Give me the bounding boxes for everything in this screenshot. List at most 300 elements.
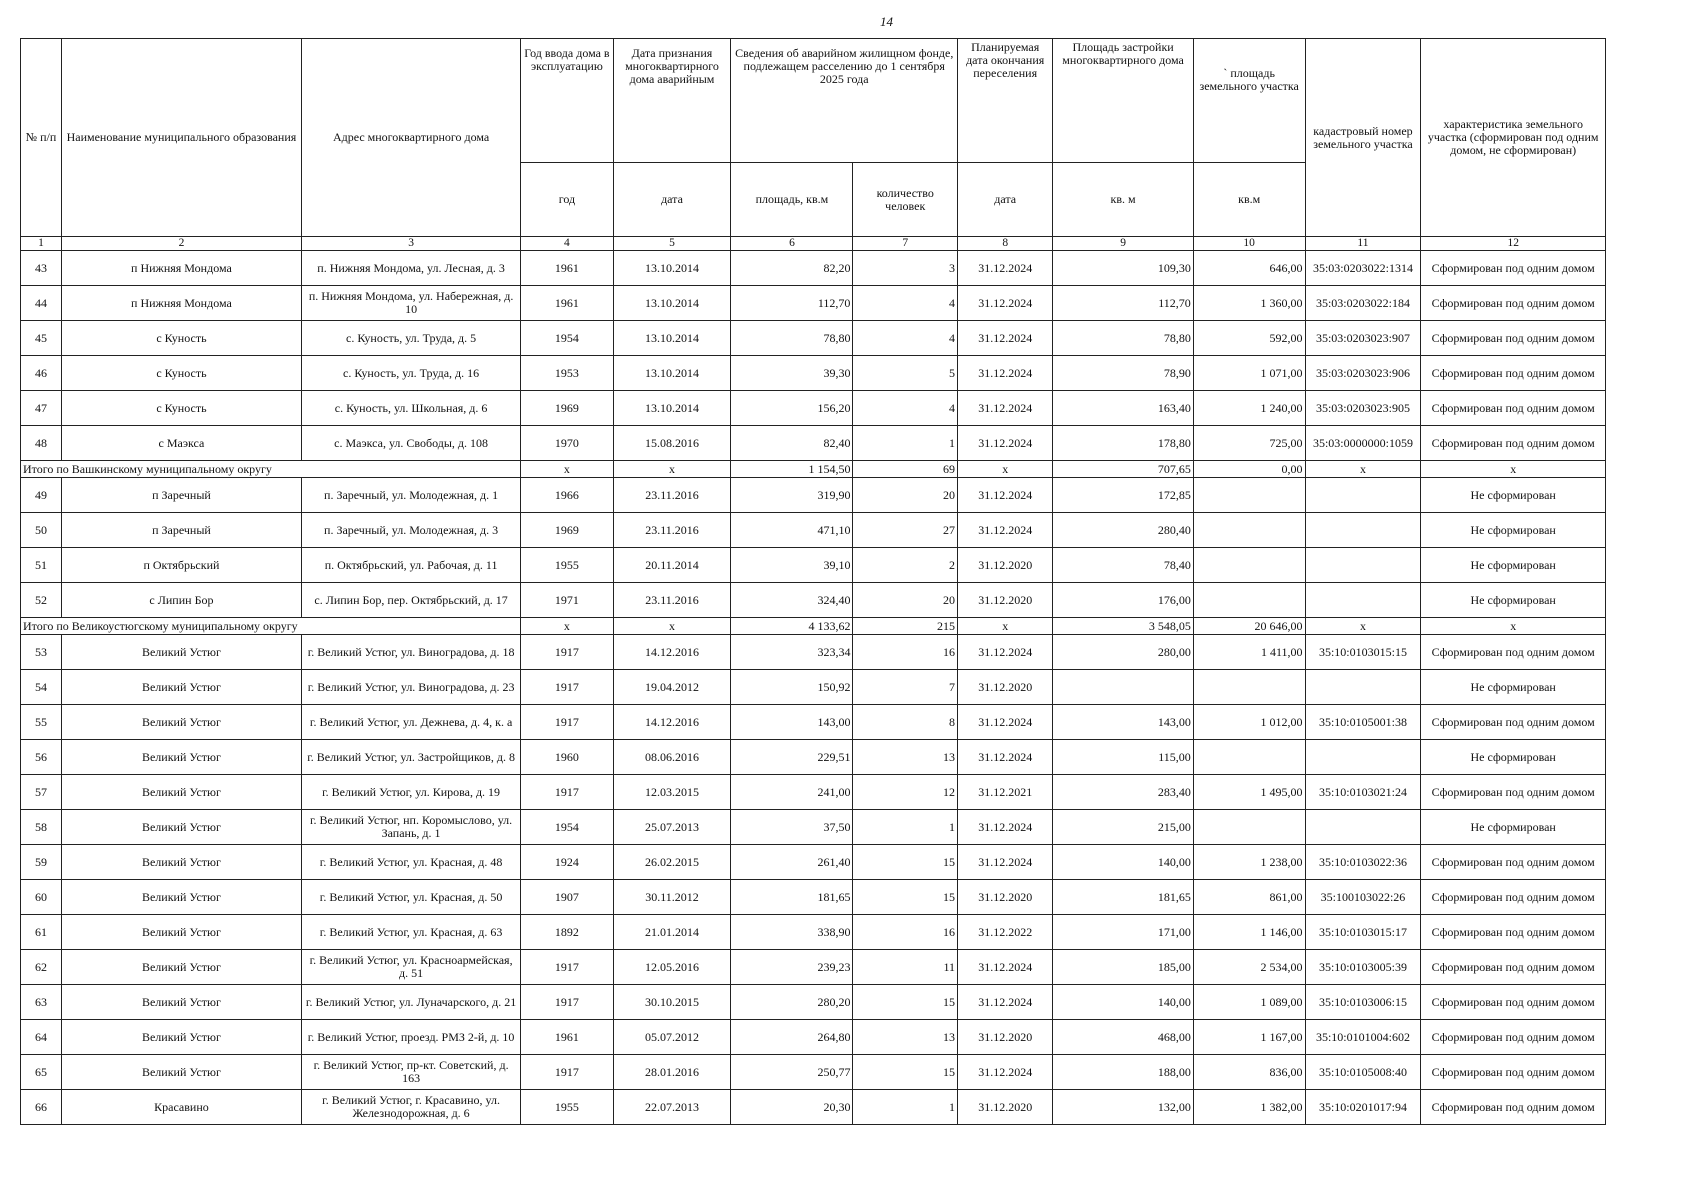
cell-municipality: п Нижняя Мондома: [62, 251, 302, 286]
cell-municipality: с Куность: [62, 391, 302, 426]
cell-year-built: 1917: [521, 635, 613, 670]
cell-land-area: 1 012,00: [1193, 705, 1305, 740]
cell-planned-date: 31.12.2020: [958, 1090, 1053, 1125]
cell-municipality: п Заречный: [62, 513, 302, 548]
cell-cadastral-number: 35:10:0103005:39: [1305, 950, 1421, 985]
cell-people-count: 13: [853, 740, 958, 775]
cell-land-area: [1193, 810, 1305, 845]
table-row: [21, 810, 1606, 845]
cell-area: 229,51: [731, 740, 853, 775]
cell-land-status: Сформирован под одним домом: [1421, 321, 1606, 356]
cell-address: г. Великий Устюг, ул. Кирова, д. 19: [301, 775, 520, 810]
cell-people-count: 7: [853, 670, 958, 705]
cell-address: г. Великий Устюг, ул. Застройщиков, д. 8: [301, 740, 520, 775]
cell-building-area: 140,00: [1053, 845, 1193, 880]
cell-address: п. Заречный, ул. Молодежная, д. 1: [301, 478, 520, 513]
cell-area: 39,30: [731, 356, 853, 391]
total-status: x: [1421, 461, 1606, 478]
column-number: 7: [853, 237, 958, 251]
cell-planned-date: 31.12.2024: [958, 286, 1053, 321]
cell-cadastral-number: [1305, 810, 1421, 845]
cell-row-number: 60: [21, 880, 62, 915]
cell-area: 338,90: [731, 915, 853, 950]
cell-emergency-date: 12.03.2015: [613, 775, 731, 810]
cell-building-area: 163,40: [1053, 391, 1193, 426]
cell-building-area: 78,40: [1053, 548, 1193, 583]
cell-planned-date: 31.12.2024: [958, 845, 1053, 880]
cell-land-status: Не сформирован: [1421, 513, 1606, 548]
table-row: [21, 1020, 1606, 1055]
cell-land-area: 2 534,00: [1193, 950, 1305, 985]
cell-year-built: 1917: [521, 705, 613, 740]
emergency-housing-table: [20, 38, 1606, 1125]
cell-planned-date: 31.12.2022: [958, 915, 1053, 950]
cell-area: 239,23: [731, 950, 853, 985]
cell-people-count: 1: [853, 426, 958, 461]
cell-cadastral-number: 35:10:0103022:36: [1305, 845, 1421, 880]
cell-address: г. Великий Устюг, ул. Красноармейская, д. 51: [301, 950, 520, 985]
cell-land-status: Сформирован под одним домом: [1421, 950, 1606, 985]
vashkinsky-total: [21, 461, 1606, 478]
cell-row-number: 54: [21, 670, 62, 705]
header-year-top: Год ввода дома в эксплуатацию: [521, 39, 613, 163]
cell-land-area: 725,00: [1193, 426, 1305, 461]
cell-row-number: 48: [21, 426, 62, 461]
cell-area: 37,50: [731, 810, 853, 845]
velikoustyugsky-rows-b: [21, 635, 1606, 1125]
cell-land-area: 836,00: [1193, 1055, 1305, 1090]
cell-land-area: 1 089,00: [1193, 985, 1305, 1020]
cell-people-count: 4: [853, 286, 958, 321]
cell-planned-date: 31.12.2024: [958, 251, 1053, 286]
cell-building-area: 188,00: [1053, 1055, 1193, 1090]
cell-land-status: Сформирован под одним домом: [1421, 356, 1606, 391]
header-row-top: [21, 39, 1606, 163]
velikoustyugsky-rows-a: [21, 478, 1606, 618]
cell-municipality: Великий Устюг: [62, 1020, 302, 1055]
cell-area: 20,30: [731, 1090, 853, 1125]
cell-year-built: 1917: [521, 670, 613, 705]
cell-emergency-date: 23.11.2016: [613, 513, 731, 548]
cell-planned-date: 31.12.2024: [958, 513, 1053, 548]
cell-area: 82,40: [731, 426, 853, 461]
cell-people-count: 2: [853, 548, 958, 583]
cell-emergency-date: 30.10.2015: [613, 985, 731, 1020]
cell-emergency-date: 30.11.2012: [613, 880, 731, 915]
cell-people-count: 16: [853, 915, 958, 950]
cell-year-built: 1969: [521, 513, 613, 548]
cell-land-status: Не сформирован: [1421, 670, 1606, 705]
cell-planned-date: 31.12.2024: [958, 705, 1053, 740]
cell-building-area: 468,00: [1053, 1020, 1193, 1055]
cell-land-area: 1 240,00: [1193, 391, 1305, 426]
header-build-area-sub: кв. м: [1053, 163, 1193, 237]
cell-cadastral-number: 35:03:0203022:1314: [1305, 251, 1421, 286]
cell-emergency-date: 23.11.2016: [613, 478, 731, 513]
total-year: x: [521, 461, 613, 478]
table-row: [21, 513, 1606, 548]
cell-year-built: 1971: [521, 583, 613, 618]
cell-cadastral-number: 35:10:0105001:38: [1305, 705, 1421, 740]
cell-row-number: 64: [21, 1020, 62, 1055]
cell-year-built: 1924: [521, 845, 613, 880]
table-row: [21, 321, 1606, 356]
table-row: [21, 478, 1606, 513]
cell-emergency-date: 14.12.2016: [613, 705, 731, 740]
cell-planned-date: 31.12.2021: [958, 775, 1053, 810]
column-number: 6: [731, 237, 853, 251]
cell-planned-date: 31.12.2024: [958, 810, 1053, 845]
cell-people-count: 5: [853, 356, 958, 391]
cell-cadastral-number: 35:03:0203023:906: [1305, 356, 1421, 391]
cell-municipality: Великий Устюг: [62, 915, 302, 950]
cell-area: 280,20: [731, 985, 853, 1020]
cell-address: п. Заречный, ул. Молодежная, д. 3: [301, 513, 520, 548]
cell-building-area: 172,85: [1053, 478, 1193, 513]
cell-row-number: 65: [21, 1055, 62, 1090]
cell-row-number: 58: [21, 810, 62, 845]
cell-building-area: 185,00: [1053, 950, 1193, 985]
cell-emergency-date: 13.10.2014: [613, 391, 731, 426]
cell-land-status: Не сформирован: [1421, 810, 1606, 845]
cell-area: 324,40: [731, 583, 853, 618]
cell-building-area: 78,90: [1053, 356, 1193, 391]
cell-area: 181,65: [731, 880, 853, 915]
cell-people-count: 3: [853, 251, 958, 286]
table-row: [21, 356, 1606, 391]
cell-land-area: 1 238,00: [1193, 845, 1305, 880]
cell-cadastral-number: [1305, 670, 1421, 705]
header-plan-date-sub: дата: [958, 163, 1053, 237]
column-number: 9: [1053, 237, 1193, 251]
cell-address: г. Великий Устюг, ул. Виноградова, д. 23: [301, 670, 520, 705]
cell-land-status: Не сформирован: [1421, 548, 1606, 583]
total-date: x: [613, 618, 731, 635]
cell-cadastral-number: [1305, 548, 1421, 583]
cell-municipality: Великий Устюг: [62, 985, 302, 1020]
cell-land-area: 1 071,00: [1193, 356, 1305, 391]
cell-year-built: 1953: [521, 356, 613, 391]
cell-emergency-date: 23.11.2016: [613, 583, 731, 618]
cell-building-area: 143,00: [1053, 705, 1193, 740]
header-year-sub: год: [521, 163, 613, 237]
cell-people-count: 11: [853, 950, 958, 985]
table-row: [21, 391, 1606, 426]
cell-address: г. Великий Устюг, г. Красавино, ул. Железнодорожная, д. 6: [301, 1090, 520, 1125]
total-build-area: 707,65: [1053, 461, 1193, 478]
cell-land-area: 1 495,00: [1193, 775, 1305, 810]
cell-people-count: 27: [853, 513, 958, 548]
cell-area: 323,34: [731, 635, 853, 670]
cell-people-count: 8: [853, 705, 958, 740]
cell-municipality: с Липин Бор: [62, 583, 302, 618]
cell-people-count: 16: [853, 635, 958, 670]
cell-area: 82,20: [731, 251, 853, 286]
cell-year-built: 1907: [521, 880, 613, 915]
cell-people-count: 20: [853, 478, 958, 513]
table-row: [21, 548, 1606, 583]
total-label: Итого по Великоустюгскому муниципальному округу: [21, 618, 521, 635]
cell-emergency-date: 20.11.2014: [613, 548, 731, 583]
cell-cadastral-number: 35:10:0101004:602: [1305, 1020, 1421, 1055]
cell-municipality: п Нижняя Мондома: [62, 286, 302, 321]
cell-emergency-date: 26.02.2015: [613, 845, 731, 880]
header-area-sub: площадь, кв.м: [731, 163, 853, 237]
cell-building-area: 78,80: [1053, 321, 1193, 356]
cell-cadastral-number: 35:03:0203022:184: [1305, 286, 1421, 321]
cell-year-built: 1966: [521, 478, 613, 513]
cell-cadastral-number: [1305, 478, 1421, 513]
cell-land-status: Сформирован под одним домом: [1421, 985, 1606, 1020]
cell-area: 241,00: [731, 775, 853, 810]
cell-year-built: 1955: [521, 1090, 613, 1125]
cell-municipality: Великий Устюг: [62, 810, 302, 845]
cell-address: с. Маэкса, ул. Свободы, д. 108: [301, 426, 520, 461]
cell-planned-date: 31.12.2024: [958, 950, 1053, 985]
header-date-sub: дата: [613, 163, 731, 237]
cell-address: с. Куность, ул. Труда, д. 5: [301, 321, 520, 356]
cell-land-status: Не сформирован: [1421, 740, 1606, 775]
cell-address: г. Великий Устюг, ул. Красная, д. 50: [301, 880, 520, 915]
cell-municipality: Красавино: [62, 1090, 302, 1125]
header-land-status: характеристика земельного участка (сформирован под одним домом, не сформирован): [1421, 39, 1606, 237]
cell-area: 250,77: [731, 1055, 853, 1090]
cell-cadastral-number: 35:03:0203023:905: [1305, 391, 1421, 426]
total-land-area: 0,00: [1193, 461, 1305, 478]
cell-emergency-date: 21.01.2014: [613, 915, 731, 950]
cell-emergency-date: 25.07.2013: [613, 810, 731, 845]
header-cadastral: кадастровый номер земельного участка: [1305, 39, 1421, 237]
cell-cadastral-number: 35:10:0103015:15: [1305, 635, 1421, 670]
cell-land-area: 1 360,00: [1193, 286, 1305, 321]
total-people: 69: [853, 461, 958, 478]
cell-building-area: 283,40: [1053, 775, 1193, 810]
cell-area: 143,00: [731, 705, 853, 740]
cell-planned-date: 31.12.2020: [958, 583, 1053, 618]
cell-municipality: п Октябрьский: [62, 548, 302, 583]
cell-year-built: 1892: [521, 915, 613, 950]
total-build-area: 3 548,05: [1053, 618, 1193, 635]
table-row: [21, 635, 1606, 670]
cell-building-area: 280,40: [1053, 513, 1193, 548]
table-row: [21, 950, 1606, 985]
total-plan: x: [958, 461, 1053, 478]
column-number: 11: [1305, 237, 1421, 251]
cell-municipality: Великий Устюг: [62, 880, 302, 915]
cell-area: 264,80: [731, 1020, 853, 1055]
cell-land-area: [1193, 583, 1305, 618]
cell-year-built: 1961: [521, 251, 613, 286]
cell-people-count: 20: [853, 583, 958, 618]
cell-land-status: Сформирован под одним домом: [1421, 915, 1606, 950]
table-row: [21, 705, 1606, 740]
cell-building-area: 176,00: [1053, 583, 1193, 618]
cell-people-count: 4: [853, 321, 958, 356]
total-row: [21, 618, 1606, 635]
cell-row-number: 51: [21, 548, 62, 583]
cell-municipality: Великий Устюг: [62, 635, 302, 670]
cell-address: п. Нижняя Мондома, ул. Набережная, д. 10: [301, 286, 520, 321]
cell-emergency-date: 19.04.2012: [613, 670, 731, 705]
cell-emergency-date: 28.01.2016: [613, 1055, 731, 1090]
total-people: 215: [853, 618, 958, 635]
total-cadastral: x: [1305, 461, 1421, 478]
cell-row-number: 63: [21, 985, 62, 1020]
table-row: [21, 251, 1606, 286]
cell-row-number: 46: [21, 356, 62, 391]
cell-year-built: 1961: [521, 286, 613, 321]
column-number: 4: [521, 237, 613, 251]
cell-cadastral-number: [1305, 513, 1421, 548]
cell-address: с. Куность, ул. Труда, д. 16: [301, 356, 520, 391]
cell-building-area: 171,00: [1053, 915, 1193, 950]
cell-row-number: 52: [21, 583, 62, 618]
cell-municipality: п Заречный: [62, 478, 302, 513]
cell-planned-date: 31.12.2024: [958, 391, 1053, 426]
cell-land-area: 1 167,00: [1193, 1020, 1305, 1055]
header-build-area-top: Площадь застройки многоквартирного дома: [1053, 39, 1193, 163]
cell-cadastral-number: 35:10:0105008:40: [1305, 1055, 1421, 1090]
vashkinsky-rows: [21, 251, 1606, 461]
cell-planned-date: 31.12.2024: [958, 478, 1053, 513]
cell-building-area: 112,70: [1053, 286, 1193, 321]
cell-year-built: 1954: [521, 810, 613, 845]
cell-emergency-date: 13.10.2014: [613, 251, 731, 286]
cell-cadastral-number: 35:10:0201017:94: [1305, 1090, 1421, 1125]
cell-address: г. Великий Устюг, нп. Коромыслово, ул. Запань, д. 1: [301, 810, 520, 845]
cell-cadastral-number: 35:10:0103021:24: [1305, 775, 1421, 810]
cell-cadastral-number: 35:10:0103015:17: [1305, 915, 1421, 950]
total-date: x: [613, 461, 731, 478]
page-number: 14: [880, 14, 893, 29]
cell-planned-date: 31.12.2024: [958, 740, 1053, 775]
table-row: [21, 426, 1606, 461]
cell-land-area: [1193, 670, 1305, 705]
cell-row-number: 49: [21, 478, 62, 513]
header-num: № п/п: [21, 39, 62, 237]
cell-emergency-date: 13.10.2014: [613, 356, 731, 391]
cell-building-area: 280,00: [1053, 635, 1193, 670]
cell-address: г. Великий Устюг, ул. Красная, д. 48: [301, 845, 520, 880]
cell-emergency-date: 14.12.2016: [613, 635, 731, 670]
header-fund-info: Сведения об аварийном жилищном фонде, подлежащем расселению до 1 сентября 2025 года: [731, 39, 958, 163]
total-land-area: 20 646,00: [1193, 618, 1305, 635]
cell-emergency-date: 13.10.2014: [613, 321, 731, 356]
total-status: x: [1421, 618, 1606, 635]
table-row: [21, 286, 1606, 321]
table-row: [21, 670, 1606, 705]
cell-area: 156,20: [731, 391, 853, 426]
cell-municipality: Великий Устюг: [62, 775, 302, 810]
cell-planned-date: 31.12.2020: [958, 548, 1053, 583]
cell-land-status: Сформирован под одним домом: [1421, 1090, 1606, 1125]
cell-cadastral-number: [1305, 583, 1421, 618]
cell-land-status: Сформирован под одним домом: [1421, 1055, 1606, 1090]
cell-land-area: 861,00: [1193, 880, 1305, 915]
cell-area: 319,90: [731, 478, 853, 513]
cell-land-status: Сформирован под одним домом: [1421, 251, 1606, 286]
cell-people-count: 13: [853, 1020, 958, 1055]
cell-cadastral-number: 35:03:0000000:1059: [1305, 426, 1421, 461]
column-numbers-row: [21, 237, 1606, 251]
column-number: 5: [613, 237, 731, 251]
cell-people-count: 12: [853, 775, 958, 810]
cell-row-number: 50: [21, 513, 62, 548]
cell-planned-date: 31.12.2020: [958, 1020, 1053, 1055]
header-plan-date-top: Планируемая дата окончания переселения: [958, 39, 1053, 163]
cell-emergency-date: 22.07.2013: [613, 1090, 731, 1125]
cell-year-built: 1917: [521, 950, 613, 985]
cell-land-status: Сформирован под одним домом: [1421, 1020, 1606, 1055]
cell-year-built: 1954: [521, 321, 613, 356]
cell-row-number: 59: [21, 845, 62, 880]
cell-building-area: 181,65: [1053, 880, 1193, 915]
cell-building-area: [1053, 670, 1193, 705]
cell-area: 78,80: [731, 321, 853, 356]
cell-year-built: 1960: [521, 740, 613, 775]
cell-building-area: 132,00: [1053, 1090, 1193, 1125]
cell-row-number: 61: [21, 915, 62, 950]
cell-land-area: [1193, 478, 1305, 513]
table-row: [21, 583, 1606, 618]
column-number: 2: [62, 237, 302, 251]
cell-land-area: 592,00: [1193, 321, 1305, 356]
cell-land-status: Сформирован под одним домом: [1421, 286, 1606, 321]
cell-year-built: 1969: [521, 391, 613, 426]
cell-land-area: [1193, 548, 1305, 583]
cell-area: 112,70: [731, 286, 853, 321]
cell-building-area: 109,30: [1053, 251, 1193, 286]
cell-land-status: Сформирован под одним домом: [1421, 705, 1606, 740]
cell-planned-date: 31.12.2024: [958, 356, 1053, 391]
cell-year-built: 1917: [521, 1055, 613, 1090]
table-row: [21, 775, 1606, 810]
cell-address: с. Куность, ул. Школьная, д. 6: [301, 391, 520, 426]
cell-address: г. Великий Устюг, проезд. РМЗ 2-й, д. 10: [301, 1020, 520, 1055]
cell-row-number: 43: [21, 251, 62, 286]
cell-cadastral-number: 35:03:0203023:907: [1305, 321, 1421, 356]
cell-land-status: Сформирован под одним домом: [1421, 391, 1606, 426]
cell-planned-date: 31.12.2024: [958, 635, 1053, 670]
table-row: [21, 880, 1606, 915]
cell-land-area: 646,00: [1193, 251, 1305, 286]
total-area: 4 133,62: [731, 618, 853, 635]
header-date-top: Дата признания многоквартирного дома аварийным: [613, 39, 731, 163]
cell-row-number: 66: [21, 1090, 62, 1125]
cell-building-area: 140,00: [1053, 985, 1193, 1020]
cell-land-area: [1193, 740, 1305, 775]
cell-land-area: 1 146,00: [1193, 915, 1305, 950]
cell-year-built: 1955: [521, 548, 613, 583]
cell-planned-date: 31.12.2020: [958, 670, 1053, 705]
cell-emergency-date: 15.08.2016: [613, 426, 731, 461]
cell-address: г. Великий Устюг, ул. Красная, д. 63: [301, 915, 520, 950]
cell-municipality: Великий Устюг: [62, 670, 302, 705]
cell-municipality: с Маэкса: [62, 426, 302, 461]
table-row: [21, 740, 1606, 775]
column-number: 8: [958, 237, 1053, 251]
cell-planned-date: 31.12.2024: [958, 1055, 1053, 1090]
cell-people-count: 15: [853, 880, 958, 915]
column-number: 12: [1421, 237, 1606, 251]
cell-emergency-date: 12.05.2016: [613, 950, 731, 985]
table-row: [21, 915, 1606, 950]
header-address: Адрес многоквартирного дома: [301, 39, 520, 237]
cell-year-built: 1961: [521, 1020, 613, 1055]
cell-row-number: 47: [21, 391, 62, 426]
total-label: Итого по Вашкинскому муниципальному округу: [21, 461, 521, 478]
table-row: [21, 845, 1606, 880]
